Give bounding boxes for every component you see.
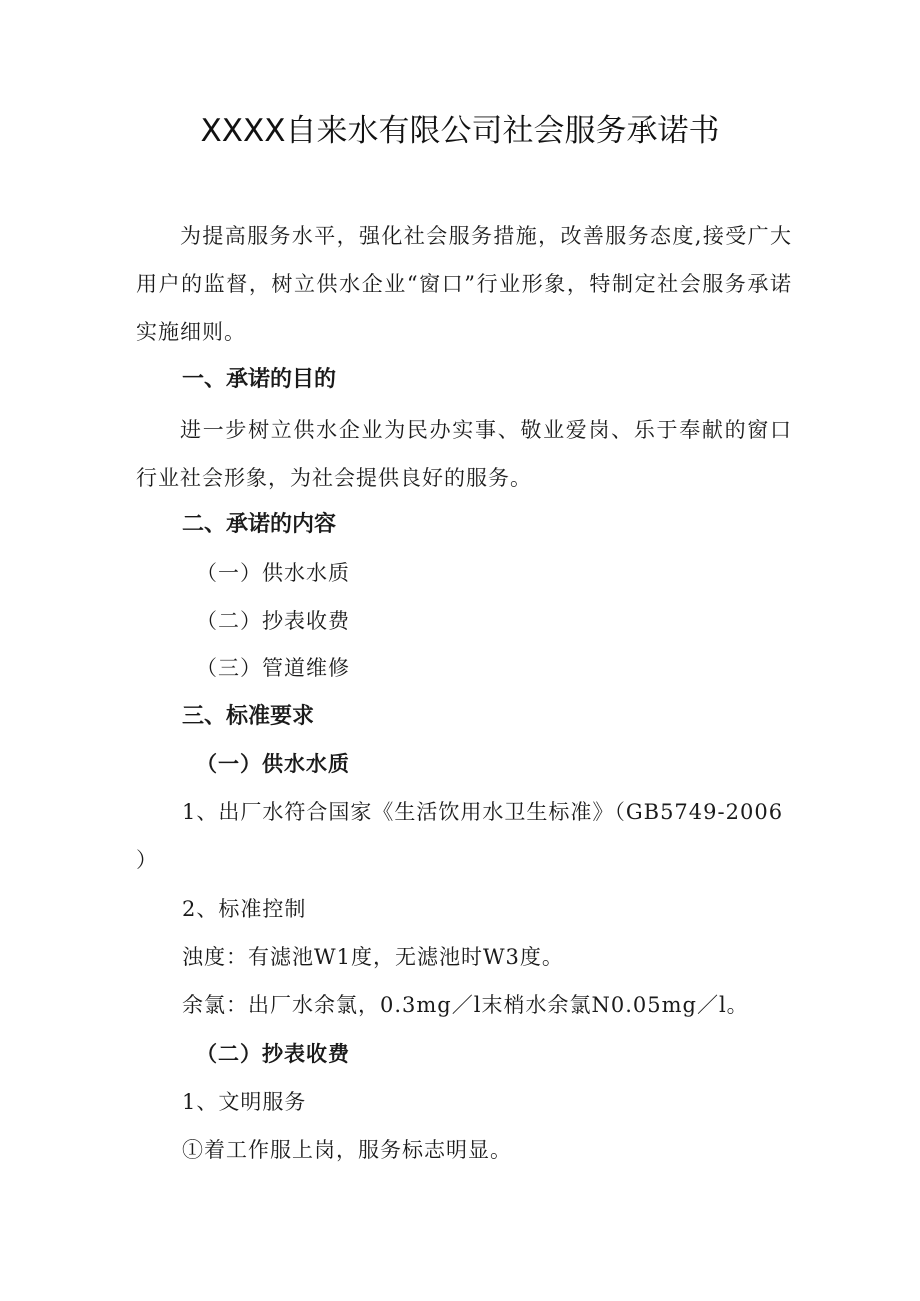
section3-sub2-heading: （二）抄表收费	[196, 1041, 350, 1066]
standard-control: 2、标准控制	[182, 897, 307, 921]
water-standard-line1: 1、出厂水符合国家《生活饮用水卫生标准》（GB5749-2006	[182, 800, 784, 824]
uniform-line: ①着工作服上岗，服务标志明显。	[182, 1138, 512, 1162]
turbidity-line: 浊度：有滤池W1度，无滤池时W3度。	[182, 945, 564, 969]
chlorine-line: 余氯：出厂水余氯，0.3mg／l末梢水余氯N0.05mg／l。	[182, 993, 749, 1017]
water-standard-line2: ）	[136, 848, 158, 872]
intro-paragraph: 为提高服务水平，强化社会服务措施，改善服务态度,接受广大用户的监督，树立供水企业“窗口”行业形象，特制定社会服务承诺实施细则。	[136, 224, 792, 344]
section3-sub1-heading: （一）供水水质	[196, 751, 350, 776]
section1-body: 进一步树立供水企业为民办实事、敬业爱岗、乐于奉献的窗口行业社会形象，为社会提供良好的服务。	[136, 418, 792, 490]
section2-item-3: （三）管道维修	[196, 656, 350, 680]
section1-heading: 一、承诺的目的	[182, 367, 337, 392]
section2-item-1: （一）供水水质	[196, 561, 350, 585]
section2-heading: 二、承诺的内容	[182, 512, 337, 537]
civilized-service: 1、文明服务	[182, 1090, 307, 1114]
document-title: XXXX自来水有限公司社会服务承诺书	[200, 113, 720, 149]
section2-item-2: （二）抄表收费	[196, 609, 350, 633]
section3-heading: 三、标准要求	[182, 704, 315, 729]
